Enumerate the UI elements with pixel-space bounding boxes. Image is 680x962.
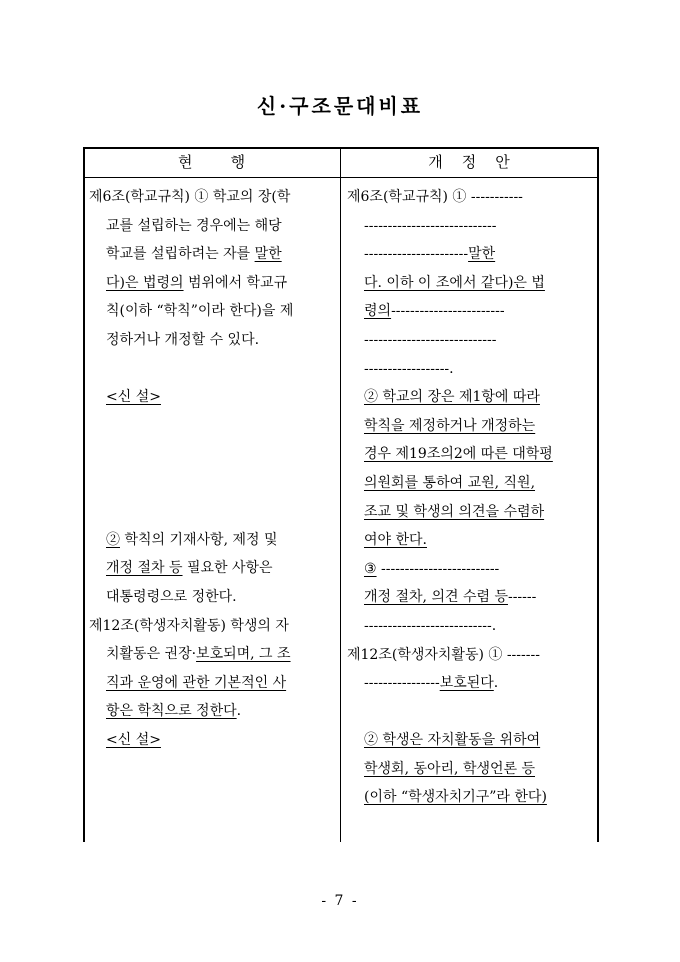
amended-underlined-text: 보호된다 (439, 675, 494, 692)
amended-article12-paragraph2-line: (이하 “학생자치기구”라 한다) (364, 789, 547, 806)
amended-paragraph2-line: 학칙을 제정하거나 개정하는 (364, 417, 536, 434)
current-text: 범위에서 학교규 (183, 274, 288, 291)
amended-article12-line (347, 669, 595, 698)
amended-article6-line: ---------------------------- (364, 217, 497, 234)
amended-paragraph2-line: 의원회를 통하여 교원, 직원, (364, 474, 536, 491)
current-text: 필요한 사항은 (182, 560, 273, 577)
table-header-border (83, 177, 599, 178)
amended-article12-line: 제12조(학생자치활동) ① ------- (347, 646, 540, 663)
table-center-divider (340, 147, 341, 842)
current-text: 학교를 설립하려는 자를 (106, 246, 255, 263)
table-right-border (597, 147, 599, 842)
current-article6-line: 칙(이하 “학칙”이라 한다)을 제 (106, 303, 294, 320)
amended-article12-paragraph2-line: 학생회, 동아리, 학생언론 등 (364, 760, 536, 777)
amended-text: . (493, 675, 499, 692)
amended-paragraph2-line: 경우 제19조의2에 따른 대학평 (364, 446, 553, 463)
amended-article6-line (347, 269, 595, 298)
current-article6-line (89, 240, 339, 269)
current-article12-line (89, 669, 339, 698)
current-article12-line (89, 640, 339, 669)
current-underlined-text: 말한 (254, 246, 282, 263)
amended-article6-line: ---------------------------- (364, 331, 497, 348)
header-amended: 개 정 안 (428, 153, 510, 171)
current-article6-line: 교를 설립하는 경우에는 해당 (106, 217, 282, 234)
current-text: . (236, 703, 242, 720)
amended-article12-paragraph2-line: ② 학생은 자치활동을 위하여 (364, 732, 541, 749)
document-title: 신·구조문대비표 (256, 94, 424, 118)
amended-underlined-text: 말한 (468, 246, 496, 263)
amended-underlined-text: ③ (364, 560, 377, 577)
amended-paragraph3-line (347, 583, 595, 612)
amended-text: ------------------------ (391, 303, 505, 320)
amended-article6-line (347, 240, 595, 269)
header-current: 현 행 (177, 153, 246, 171)
current-underlined-text: 항은 학칙으로 정한다 (106, 703, 237, 720)
amended-article6-line: ------------------. (364, 360, 454, 377)
current-paragraph2-line (89, 526, 339, 555)
current-underlined-text: 직과 운영에 관한 기본적인 사 (106, 674, 287, 691)
current-new-provision-marker: <신 설> (106, 389, 161, 406)
amended-paragraph2-line: 조교 및 학생의 의견을 수렴하 (364, 503, 545, 520)
amended-text: ------ (507, 589, 537, 606)
amended-text: ---------------------- (364, 246, 469, 263)
current-text-column (89, 183, 339, 755)
amended-text: ---------------- (364, 675, 440, 692)
amended-paragraph2-line: 여야 한다. (364, 532, 427, 549)
current-article12-line (89, 697, 339, 726)
current-new-provision-marker: <신 설> (106, 731, 161, 748)
page-number: - 7 - (321, 893, 359, 909)
amended-underlined-text: 다. 이하 이 조에서 같다)은 법 (364, 274, 545, 291)
current-text: 학칙의 기재사항, 제정 및 (120, 531, 278, 548)
amended-underlined-text: 령의 (364, 303, 392, 320)
current-paragraph2-line: 대통령령으로 정한다. (106, 588, 237, 605)
amended-paragraph3-line: ---------------------------. (364, 617, 497, 634)
amended-underlined-text: 개정 절차, 의견 수렴 등 (364, 589, 508, 606)
current-text: 치활동은 권장· (106, 646, 197, 663)
table-left-border (83, 147, 85, 842)
comparison-table (83, 147, 599, 842)
current-underlined-text: 다)은 법령의 (106, 274, 184, 291)
amended-paragraph2-line: ② 학교의 장은 제1항에 따라 (364, 389, 540, 406)
current-article6-line (89, 269, 339, 298)
current-underlined-text: 개정 절차 등 (106, 560, 183, 577)
current-article12-line: 제12조(학생자치활동) 학생의 자 (89, 617, 289, 634)
amended-text-column (347, 183, 595, 812)
amended-article6-line (347, 297, 595, 326)
amended-article6-line: 제6조(학교규칙) ① ----------- (347, 189, 523, 205)
amended-text: ------------------------- (376, 560, 500, 577)
amended-paragraph3-line (347, 555, 595, 584)
current-underlined-text: ② (106, 531, 120, 548)
current-paragraph2-line (89, 554, 339, 583)
current-underlined-text: 보호되며, 그 조 (196, 646, 291, 663)
current-article6-line: 정하거나 개정할 수 있다. (106, 331, 260, 348)
current-article6-line: 제6조(학교규칙) ① 학교의 장(학 (89, 189, 291, 205)
